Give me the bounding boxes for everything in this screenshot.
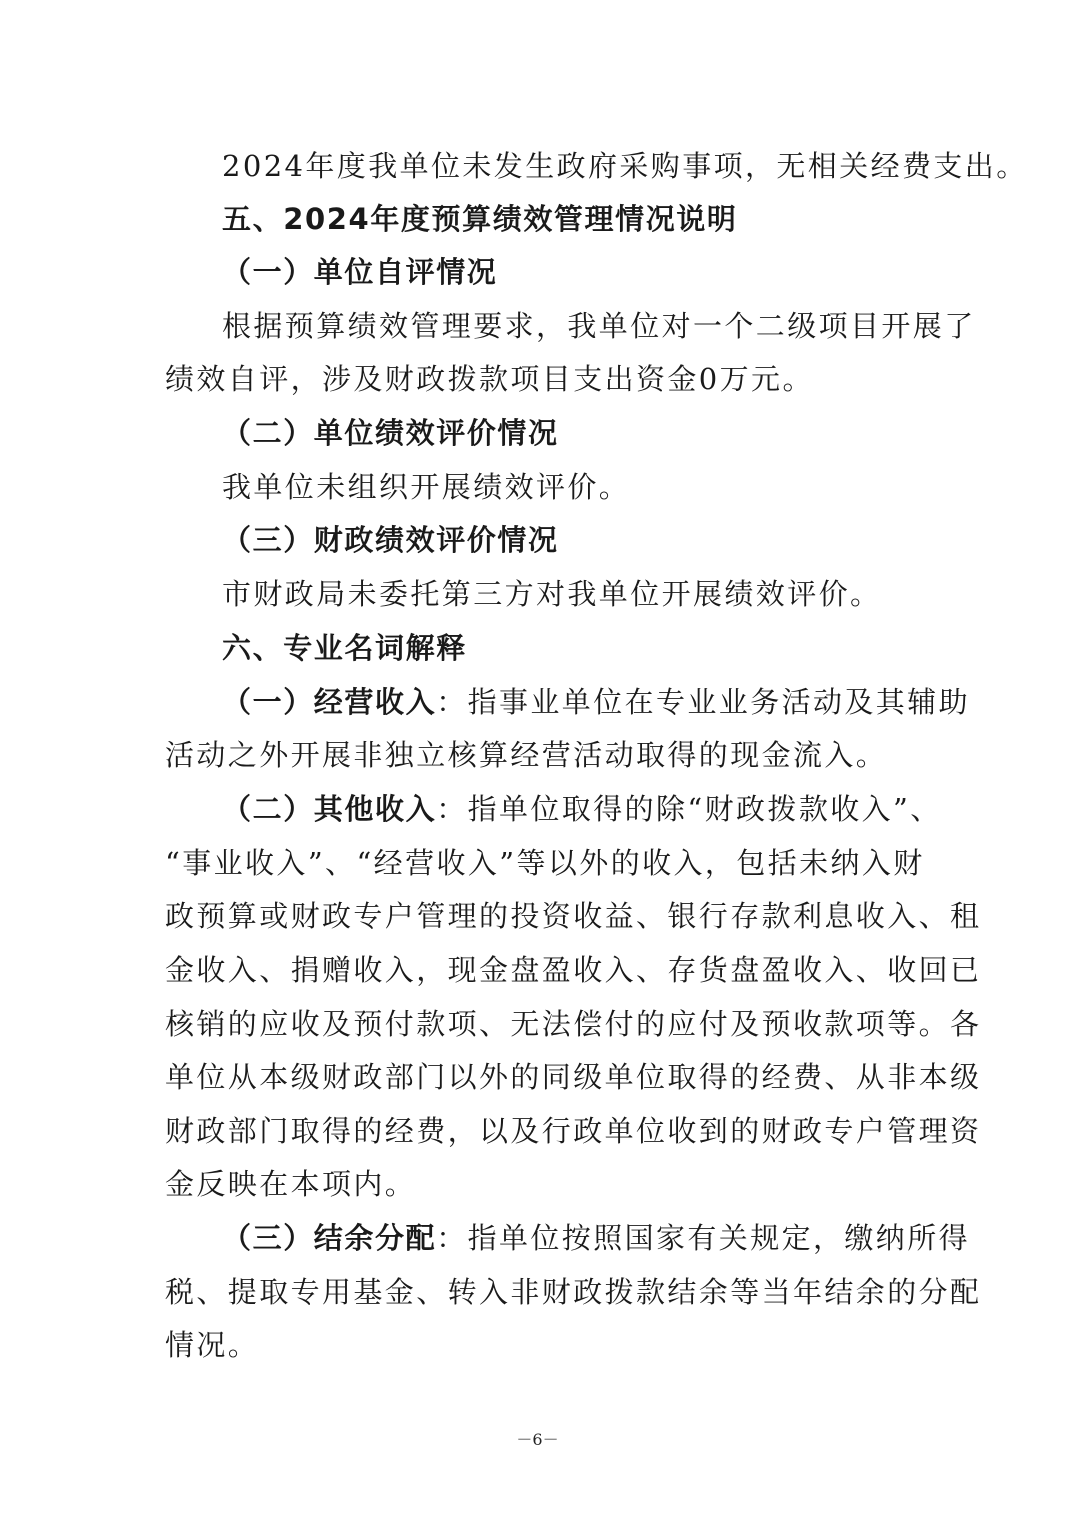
term-continuation: 单位从本级财政部门以外的同级单位取得的经费、从非本级 bbox=[165, 1060, 982, 1094]
term-continuation: 税、提取专用基金、转入非财政拨款结余等当年结余的分配 bbox=[165, 1275, 982, 1309]
term-definition: ：指单位按照国家有关规定，缴纳所得 bbox=[436, 1221, 971, 1255]
term-other-income bbox=[0, 789, 1075, 829]
paragraph-unit-evaluation: 我单位未组织开展绩效评价。 bbox=[222, 470, 631, 504]
term-continuation: 金收入、捐赠收入，现金盘盈收入、存货盘盈收入、收回已 bbox=[165, 953, 982, 987]
term-continuation: 金反映在本项内。 bbox=[165, 1167, 417, 1201]
term-continuation: 财政部门取得的经费，以及行政单位收到的财政专户管理资 bbox=[165, 1114, 982, 1148]
term-definition: ：指事业单位在专业业务活动及其辅助 bbox=[436, 685, 971, 719]
term-label: （三）结余分配 bbox=[222, 1221, 437, 1255]
paragraph-self-eval-line-2: 绩效自评，涉及财政拨款项目支出资金0万元。 bbox=[165, 362, 814, 396]
subheading-unit-evaluation: （二）单位绩效评价情况 bbox=[222, 416, 559, 450]
term-continuation: 核销的应收及预付款项、无法偿付的应付及预收款项等。各 bbox=[165, 1007, 982, 1041]
term-continuation: “事业收入”、“经营收入”等以外的收入，包括未纳入财 bbox=[165, 846, 925, 880]
paragraph-procurement: 2024年度我单位未发生政府采购事项，无相关经费支出。 bbox=[222, 149, 1028, 183]
term-continuation: 政预算或财政专户管理的投资收益、银行存款利息收入、租 bbox=[165, 899, 982, 933]
term-operating-income bbox=[0, 682, 1075, 722]
section-heading-6: 六、专业名词解释 bbox=[222, 631, 467, 665]
page-number: －6－ bbox=[516, 1430, 559, 1449]
term-label: （一）经营收入 bbox=[222, 685, 437, 719]
term-surplus-distribution bbox=[0, 1218, 1075, 1258]
term-definition: ：指单位取得的除“财政拨款收入”、 bbox=[436, 792, 942, 826]
paragraph-self-eval-line-1: 根据预算绩效管理要求，我单位对一个二级项目开展了 bbox=[222, 309, 976, 343]
term-continuation: 情况。 bbox=[165, 1328, 260, 1362]
subheading-self-evaluation: （一）单位自评情况 bbox=[222, 255, 498, 289]
term-label: （二）其他收入 bbox=[222, 792, 437, 826]
subheading-finance-evaluation: （三）财政绩效评价情况 bbox=[222, 523, 559, 557]
section-heading-5: 五、2024年度预算绩效管理情况说明 bbox=[222, 202, 738, 236]
term-continuation: 活动之外开展非独立核算经营活动取得的现金流入。 bbox=[165, 738, 888, 772]
paragraph-finance-evaluation: 市财政局未委托第三方对我单位开展绩效评价。 bbox=[222, 577, 882, 611]
